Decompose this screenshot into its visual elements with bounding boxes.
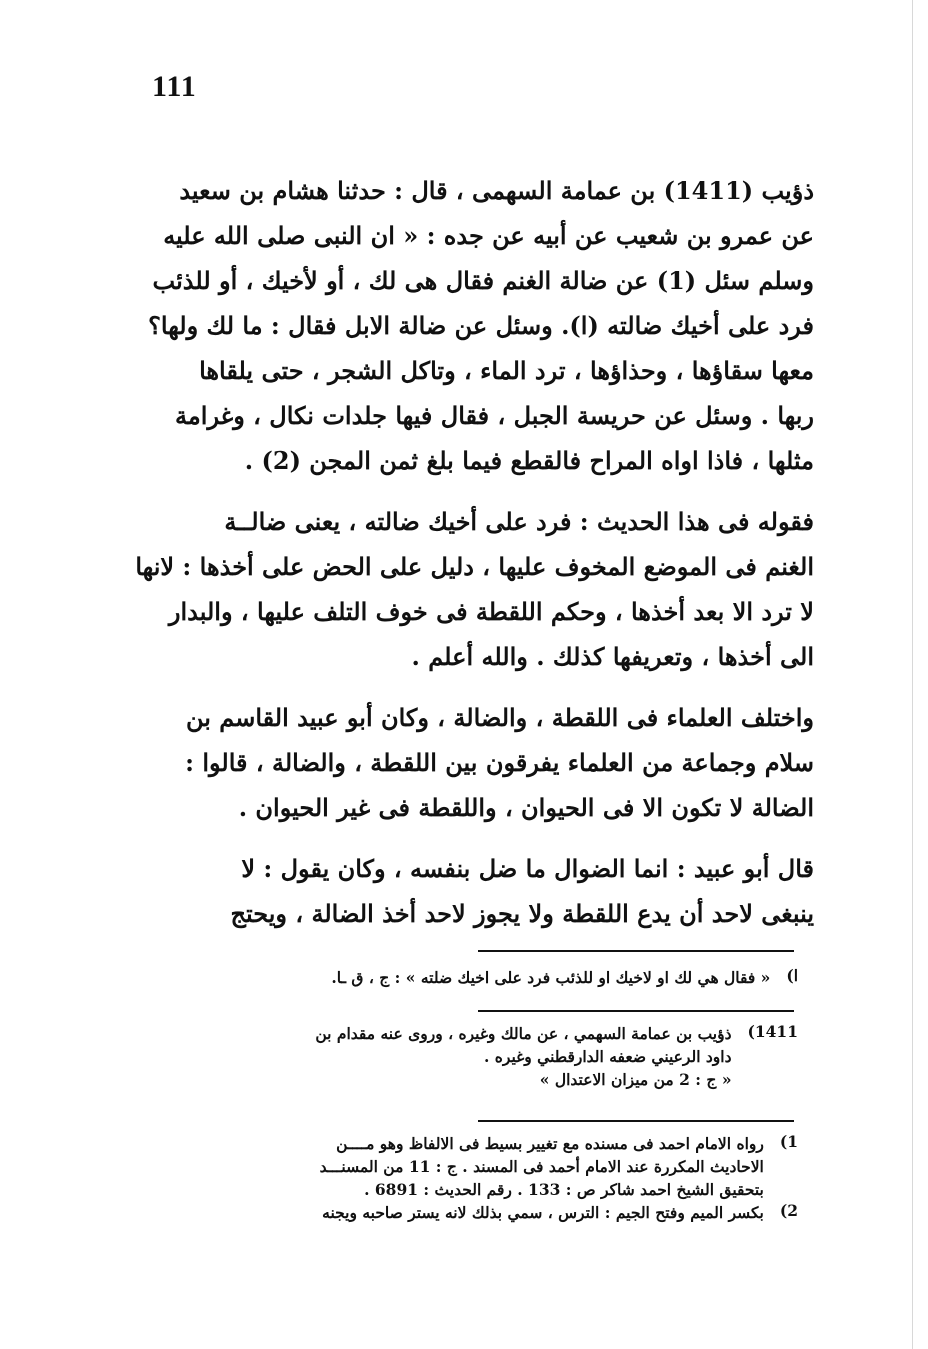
- footnote-marker: 1): [779, 1132, 798, 1151]
- paragraph-4: [128, 846, 814, 936]
- paragraph-3: [128, 695, 814, 830]
- text-line: معها سقاؤها ، وحذاؤها ، ترد الماء ، وتاكل الشجر ، حتى يلقاها: [199, 356, 814, 385]
- text-line: الضالة لا تكون الا فى الحيوان ، واللقطة فى غير الحيوان .: [238, 793, 814, 822]
- main-text: [128, 168, 814, 952]
- paragraph-1: [128, 168, 814, 483]
- text-line: عن عمرو بن شعيب عن أبيه عن جده : « ان النبى صلى الله عليه: [163, 221, 814, 250]
- text-line: لا ترد الا بعد أخذها ، وحكم اللقطة فى خوف التلف عليها ، والبدار: [168, 597, 814, 626]
- footnote-divider: [478, 950, 794, 952]
- footnote-line: رواه الامام احمد فى مسنده مع تغيير بسيط فى الالفاظ وهو مــــن: [336, 1134, 764, 1153]
- page-edge-line: [912, 0, 913, 1349]
- text-line: ذؤيب (1411) بن عمامة السهمى ، قال : حدثنا هشام بن سعيد: [179, 176, 814, 205]
- text-line: الى أخذها ، وتعريفها كذلك . والله أعلم .: [411, 642, 814, 671]
- variant-footnote: [128, 966, 798, 989]
- narrator-footnote: [128, 1022, 798, 1091]
- footnote-line: « فقال هي لك او لاخيك او للذئب فرد على اخيك ضلته » : ج ، ق ـا.: [331, 968, 771, 987]
- text-line: وسلم سئل (1) عن ضالة الغنم فقال هى لك ، أو لأخيك ، أو للذئب: [152, 266, 814, 295]
- footnote-line: بكسر الميم وفتح الجيم : الترس ، سمي بذلك لانه يستر صاحبه ويجنه: [322, 1203, 764, 1222]
- text-line: واختلف العلماء فى اللقطة ، والضالة ، وكان أبو عبيد القاسم بن: [185, 703, 814, 732]
- footnote-marker: 2): [779, 1201, 798, 1220]
- footnote-marker: 1411): [747, 1022, 798, 1041]
- text-line: سلام وجماعة من العلماء يفرقون بين اللقطة ، والضالة ، قالوا :: [185, 748, 814, 777]
- footnote-marker: ا): [786, 966, 798, 985]
- source-footnotes: [128, 1132, 798, 1224]
- footnote-line: بتحقيق الشيخ احمد شاكر ص : 133 . رقم الحديث : 6891 .: [364, 1180, 764, 1199]
- footnote-line: « ج : 2 من ميزان الاعتدال »: [539, 1070, 732, 1089]
- footnote-divider: [478, 1010, 794, 1012]
- text-line: فقوله فى هذا الحديث : فرد على أخيك ضالته ، يعنى ضالــة: [224, 507, 814, 536]
- page-number: 111: [152, 70, 197, 103]
- text-line: فرد على أخيك ضالته (ا). وسئل عن ضالة الابل فقال : ما لك ولها؟: [148, 311, 814, 340]
- paragraph-2: [128, 499, 814, 679]
- footnote-line: ذؤيب بن عمامة السهمي ، عن مالك وغيره ، وروى عنه مقدام بن: [315, 1024, 732, 1043]
- text-line: ربها . وسئل عن حريسة الجبل ، فقال فيها جلدات نكال ، وغرامة: [175, 401, 814, 430]
- text-line: ينبغى لاحد أن يدع اللقطة ولا يجوز لاحد أخذ الضالة ، ويحتج: [230, 899, 814, 928]
- text-line: الغنم فى الموضع المخوف عليها ، دليل على الحض على أخذها : لانها: [135, 552, 814, 581]
- text-line: قال أبو عبيد : انما الضوال ما ضل بنفسه ، وكان يقول : لا: [241, 854, 814, 883]
- footnote-line: الاحاديث المكررة عند الامام أحمد فى المسند . ج : 11 من المسنـــد: [319, 1157, 764, 1176]
- text-line: مثلها ، فاذا اواه المراح فالقطع فيما بلغ ثمن المجن (2) .: [244, 446, 814, 475]
- footnote-divider: [478, 1120, 794, 1122]
- footnote-line: داود الرعيني ضعفه الدارقطني وغيره .: [484, 1047, 732, 1066]
